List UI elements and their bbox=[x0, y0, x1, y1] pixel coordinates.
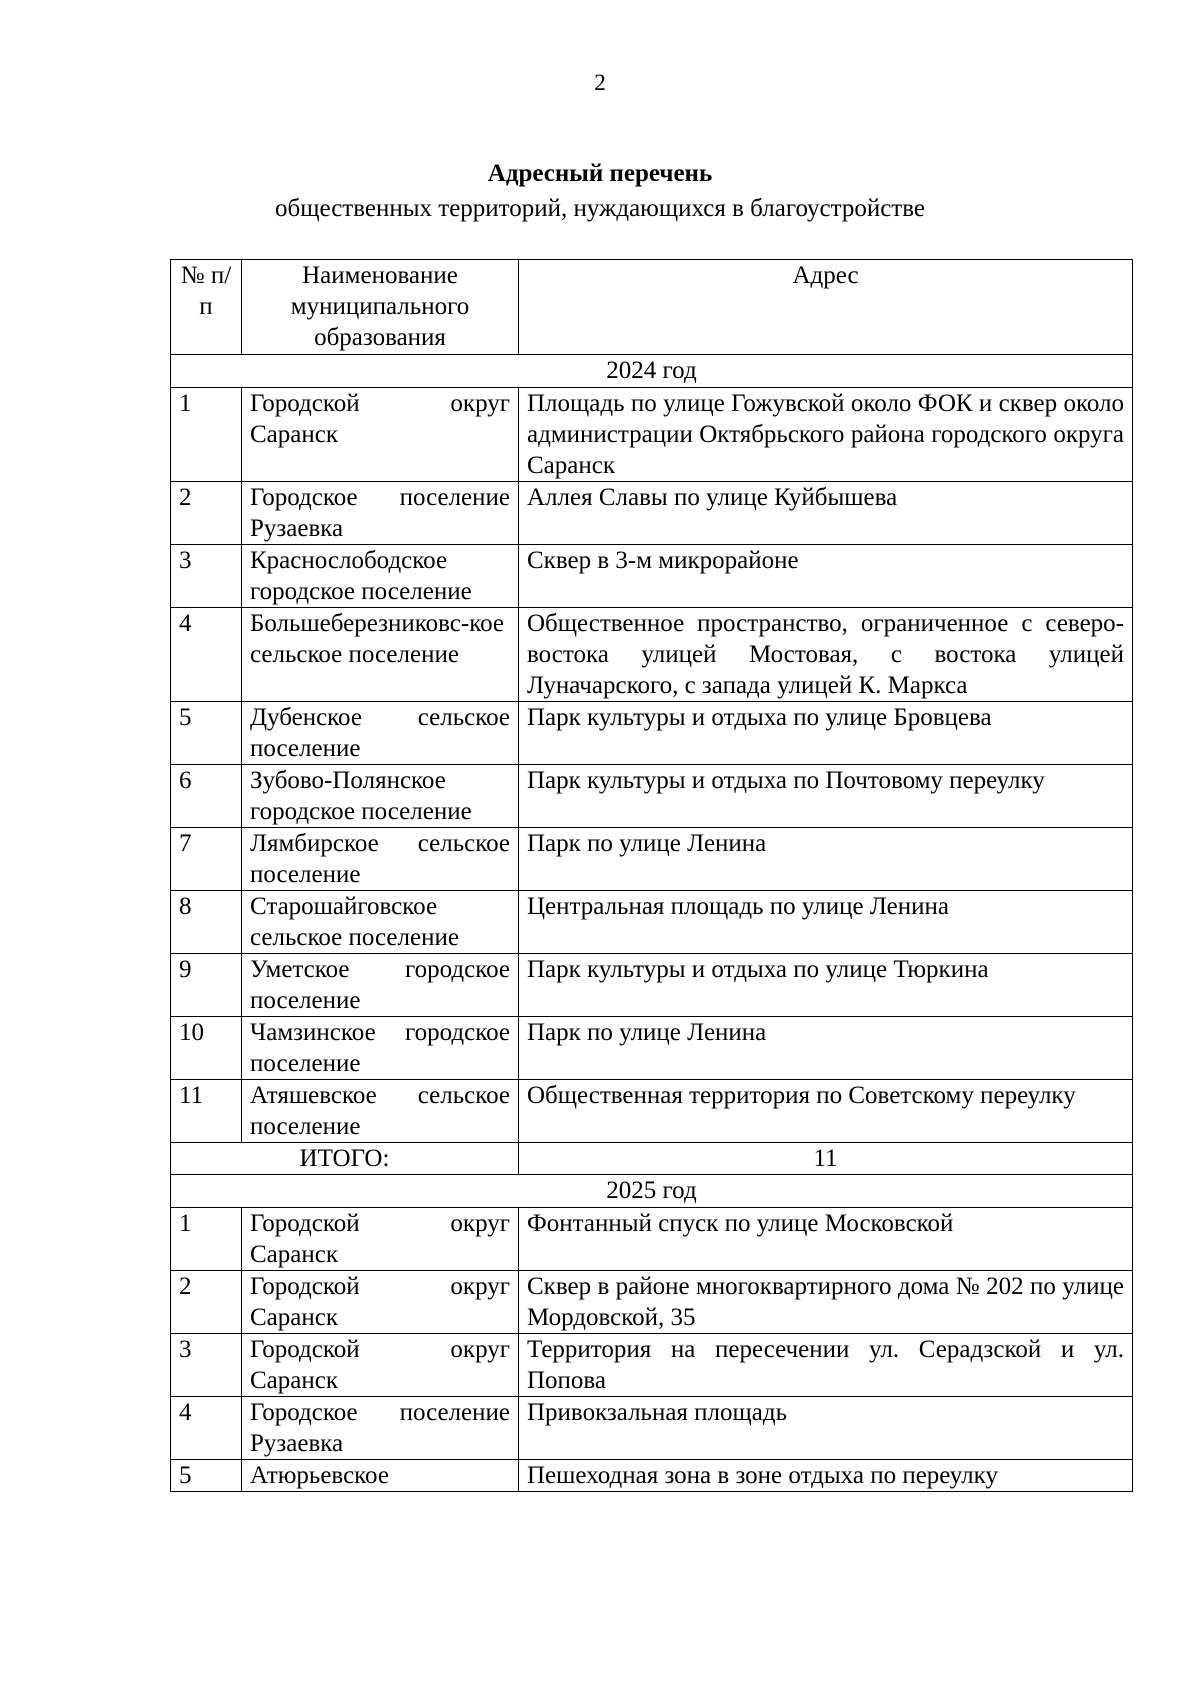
municipality-name: Городской округ Саранск bbox=[242, 1208, 519, 1271]
municipality-name: Лямбирское сельское поселение bbox=[242, 828, 519, 891]
territory-address: Парк по улице Ленина bbox=[519, 1017, 1133, 1080]
row-number: 11 bbox=[171, 1080, 242, 1143]
municipality-name: Зубово-Полянское городское поселение bbox=[242, 765, 519, 828]
municipality-name: Чамзинское городское поселение bbox=[242, 1017, 519, 1080]
municipality-name: Атюрьевское bbox=[242, 1460, 519, 1492]
municipality-name: Городской округ Саранск bbox=[242, 1334, 519, 1397]
row-number: 4 bbox=[171, 608, 242, 702]
municipality-name: Атяшевское сельское поселение bbox=[242, 1080, 519, 1143]
territory-address: Аллея Славы по улице Куйбышева bbox=[519, 482, 1133, 545]
year-row bbox=[171, 1175, 1133, 1208]
territories-table bbox=[170, 259, 1133, 1492]
municipality-name: Городской округ Саранск bbox=[242, 388, 519, 482]
row-number: 7 bbox=[171, 828, 242, 891]
territory-address: Парк культуры и отдыха по улице Бровцева bbox=[519, 702, 1133, 765]
row-number: 2 bbox=[171, 482, 242, 545]
table-row bbox=[171, 388, 1133, 482]
territory-address: Общественное пространство, ограниченное с северо-востока улицей Мостовая, с востока улицей Луначарского, с запада улицей К. Маркса bbox=[519, 608, 1133, 702]
table-row bbox=[171, 1460, 1133, 1492]
territory-address: Сквер в районе многоквартирного дома № 202 по улице Мордовской, 35 bbox=[519, 1271, 1133, 1334]
total-value: 11 bbox=[519, 1143, 1133, 1175]
table-row bbox=[171, 1208, 1133, 1271]
municipality-name: Городской округ Саранск bbox=[242, 1271, 519, 1334]
table-row bbox=[171, 545, 1133, 608]
header-number: № п/п bbox=[171, 260, 242, 355]
year-label: 2024 год bbox=[171, 355, 1133, 388]
table-header-row bbox=[171, 260, 1133, 355]
total-row bbox=[171, 1143, 1133, 1175]
year-row bbox=[171, 355, 1133, 388]
table-row bbox=[171, 1271, 1133, 1334]
table-row bbox=[171, 482, 1133, 545]
territory-address: Центральная площадь по улице Ленина bbox=[519, 891, 1133, 954]
territory-address: Площадь по улице Гожувской около ФОК и сквер около администрации Октябрьского района городского округа Саранск bbox=[519, 388, 1133, 482]
table-row bbox=[171, 1017, 1133, 1080]
row-number: 1 bbox=[171, 1208, 242, 1271]
row-number: 10 bbox=[171, 1017, 242, 1080]
territory-address: Парк культуры и отдыха по улице Тюркина bbox=[519, 954, 1133, 1017]
row-number: 3 bbox=[171, 1334, 242, 1397]
row-number: 2 bbox=[171, 1271, 242, 1334]
municipality-name: Городское поселение Рузаевка bbox=[242, 482, 519, 545]
territory-address: Сквер в 3-м микрорайоне bbox=[519, 545, 1133, 608]
territory-address: Парк культуры и отдыха по Почтовому переулку bbox=[519, 765, 1133, 828]
table-row bbox=[171, 702, 1133, 765]
document-title: Адресный перечень bbox=[487, 160, 713, 187]
municipality-name: Городское поселение Рузаевка bbox=[242, 1397, 519, 1460]
header-address: Адрес bbox=[519, 260, 1133, 355]
territory-address: Общественная территория по Советскому переулку bbox=[519, 1080, 1133, 1143]
table-row bbox=[171, 954, 1133, 1017]
table-row bbox=[171, 765, 1133, 828]
document-subtitle: общественных территорий, нуждающихся в благоустройстве bbox=[275, 195, 925, 222]
row-number: 8 bbox=[171, 891, 242, 954]
row-number: 1 bbox=[171, 388, 242, 482]
row-number: 5 bbox=[171, 702, 242, 765]
page-number: 2 bbox=[594, 70, 606, 95]
header-municipality: Наименование муниципального образования bbox=[242, 260, 519, 355]
territory-address: Привокзальная площадь bbox=[519, 1397, 1133, 1460]
row-number: 6 bbox=[171, 765, 242, 828]
municipality-name: Дубенское сельское поселение bbox=[242, 702, 519, 765]
row-number: 5 bbox=[171, 1460, 242, 1492]
year-label: 2025 год bbox=[171, 1175, 1133, 1208]
territory-address: Пешеходная зона в зоне отдыха по переулку bbox=[519, 1460, 1133, 1492]
municipality-name: Уметское городское поселение bbox=[242, 954, 519, 1017]
table-row bbox=[171, 891, 1133, 954]
table-row bbox=[171, 1080, 1133, 1143]
municipality-name: Большеберезниковс-кое сельское поселение bbox=[242, 608, 519, 702]
municipality-name: Краснослободское городское поселение bbox=[242, 545, 519, 608]
table-row bbox=[171, 1334, 1133, 1397]
table-row bbox=[171, 828, 1133, 891]
table-row bbox=[171, 1397, 1133, 1460]
row-number: 4 bbox=[171, 1397, 242, 1460]
territory-address: Парк по улице Ленина bbox=[519, 828, 1133, 891]
territory-address: Территория на пересечении ул. Серадзской и ул. Попова bbox=[519, 1334, 1133, 1397]
row-number: 3 bbox=[171, 545, 242, 608]
territory-address: Фонтанный спуск по улице Московской bbox=[519, 1208, 1133, 1271]
table-row bbox=[171, 608, 1133, 702]
row-number: 9 bbox=[171, 954, 242, 1017]
total-label: ИТОГО: bbox=[171, 1143, 519, 1175]
municipality-name: Старошайговское сельское поселение bbox=[242, 891, 519, 954]
